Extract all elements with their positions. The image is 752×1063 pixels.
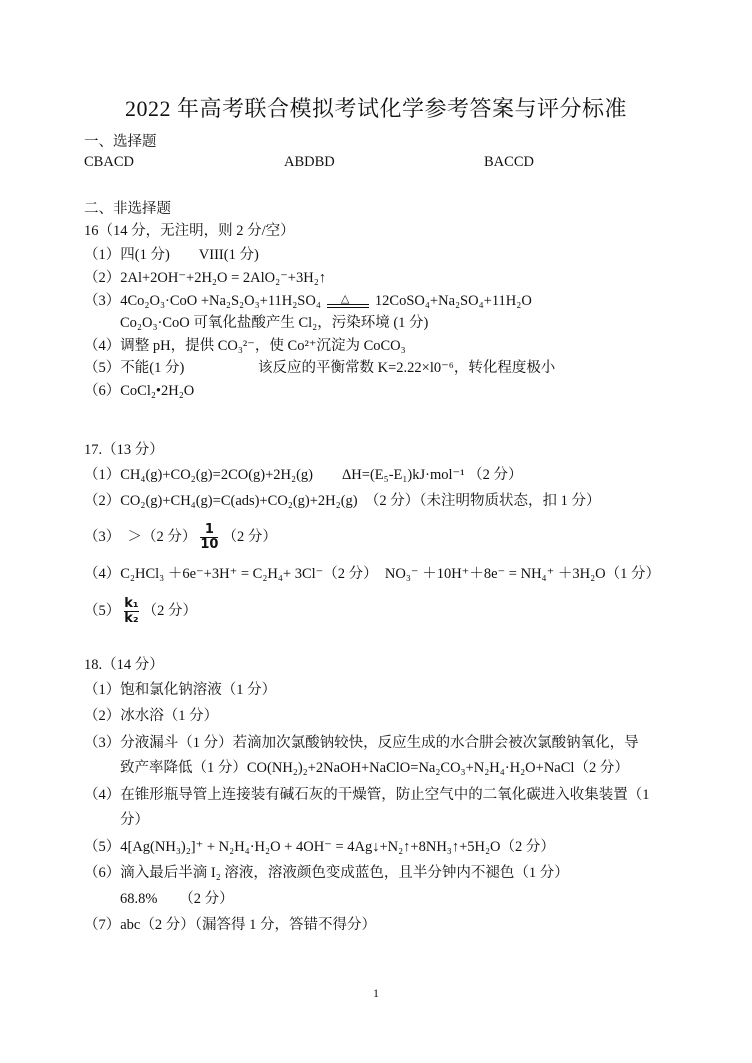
fraction-denominator: k₂ — [124, 611, 139, 626]
section2-heading: 二、非选择题 — [84, 201, 171, 217]
q17-line4: （4）C₂HCl₃ ＋6e⁻+3H⁺ = C₂H₄+ 3Cl⁻（2 分） NO₃⁻ ＋10H⁺＋8e⁻ = NH₄⁺ ＋3H₂O（1 分） — [84, 566, 660, 582]
fraction-numerator: k₁ — [124, 596, 139, 611]
q16-line2: （2）2Al+2OH⁻+2H₂O = 2AlO₂⁻+3H₂↑ — [84, 270, 327, 286]
q16-line3-note: Co₂O₃·CoO 可氧化盐酸产生 Cl₂，污染环境 (1 分) — [120, 315, 429, 331]
q18-header: 18.（14 分） — [84, 657, 164, 673]
q17-line3-answer: （3） ＞（2 分） — [84, 528, 197, 545]
q16-line3-products: 12CoSO₄+Na₂SO₄+11H₂O — [374, 293, 532, 309]
q17-line2: （2）CO₂(g)+CH₄(g)=C(ads)+CO₂(g)+2H₂(g) （2 分）（未注明物质状态，扣 1 分） — [84, 493, 601, 509]
fraction-denominator: 10 — [200, 537, 219, 552]
q17-line3 — [84, 523, 277, 552]
q16-line4: （4）调整 pH，提供 CO₃²⁻，使 Co²⁺沉淀为 CoCO₃ — [84, 338, 406, 354]
q16-line3 — [84, 291, 532, 311]
q18-line4b: 分） — [120, 812, 149, 828]
q18-line6a: （6）滴入最后半滴 I₂ 溶液，溶液颜色变成蓝色，且半分钟内不褪色（1 分） — [84, 865, 569, 881]
q18-line3a: （3）分液漏斗（1 分）若滴加次氯酸钠较快，反应生成的水合肼会被次氯酸钠氧化，导 — [84, 735, 639, 751]
q18-line3b: 致产率降低（1 分）CO(NH₂)₂+2NaOH+NaClO=Na₂CO₃+N₂H₄·H₂O+NaCl（2 分） — [120, 760, 629, 776]
q17-line5 — [84, 597, 197, 626]
q18-line4a: （4）在锥形瓶导管上连接装有碱石灰的干燥管，防止空气中的二氧化碳进入收集装置（1 — [84, 787, 650, 803]
q18-line2: （2）冰水浴（1 分） — [84, 708, 219, 724]
q16-line5-answer: （5）不能(1 分) — [84, 360, 185, 376]
mc-answers-1: CBACD — [84, 154, 134, 170]
q18-line6b: 68.8% （2 分） — [120, 891, 234, 907]
q17-line5-score: （2 分） — [142, 602, 197, 619]
page-title: 2022 年高考联合模拟考试化学参考答案与评分标准 — [124, 96, 627, 121]
q16-line5-reason: 该反应的平衡常数 K=2.22×l0⁻⁶，转化程度极小 — [258, 360, 556, 376]
mc-answers-2: ABDBD — [284, 154, 335, 170]
fraction-k1-k2 — [124, 597, 138, 626]
heating-arrow-icon: △ — [325, 295, 371, 309]
q18-line1: （1）饱和氯化钠溶液（1 分） — [84, 682, 277, 698]
q17-line1: （1）CH₄(g)+CO₂(g)=2CO(g)+2H₂(g) ΔH=(E₅-E₁)kJ·mol⁻¹ （2 分） — [84, 467, 523, 483]
q18-line5: （5）4[Ag(NH₃)₂]⁺ + N₂H₄·H₂O + 4OH⁻ = 4Ag↓+N₂↑+8NH₃↑+5H₂O（2 分） — [84, 839, 555, 855]
q17-line3-score: （2 分） — [222, 528, 277, 545]
q16-line6: （6）CoCl₂•2H₂O — [84, 383, 195, 399]
section1-heading: 一、选择题 — [84, 134, 157, 150]
q18-line7: （7）abc（2 分）（漏答得 1 分，答错不得分） — [84, 917, 376, 933]
q16-line3-reactants: （3）4Co₂O₃·CoO +Na₂S₂O₃+11H₂SO₄ — [84, 293, 321, 309]
q16-line5 — [84, 358, 556, 378]
mc-answers-3: BACCD — [484, 154, 534, 170]
q17-line5-label: （5） — [84, 602, 121, 619]
q16-header: 16（14 分，无注明，则 2 分/空） — [84, 223, 295, 239]
q17-header: 17.（13 分） — [84, 442, 164, 458]
q16-line1: （1）四(1 分) VIII(1 分) — [84, 247, 259, 263]
fraction-one-tenth — [200, 523, 218, 552]
fraction-numerator: 1 — [204, 522, 214, 537]
page-number: 1 — [373, 986, 379, 1000]
